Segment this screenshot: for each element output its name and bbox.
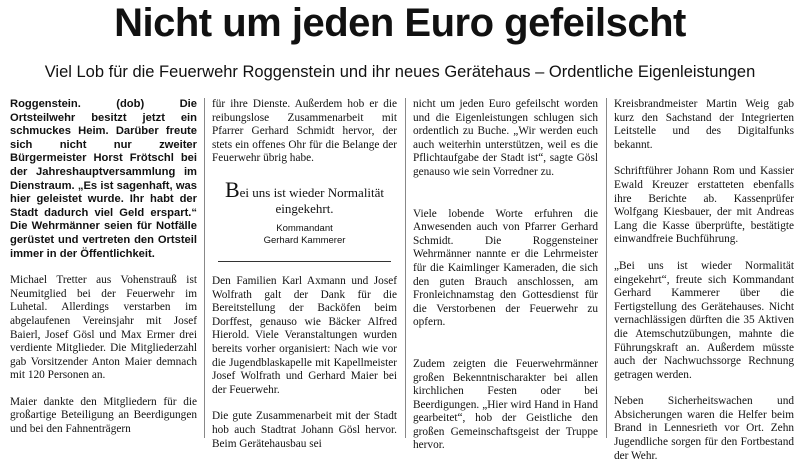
- headline: Nicht um jeden Euro gefeilscht: [114, 1, 686, 45]
- paragraph: Den Familien Karl Axmann und Josef Wolfrath galt der Dank für die Bereitstellung der Backöfen beim Dorffest, genauso wie Bäcker Alfred Hierold. Viele Veranstaltungen wurden bereits vorher organisiert: Nach wie vor die Jugendblaskapelle mit Kapellmeister Josef Wolfrath und Gerhard Maier bei der Feuerwehr.: [212, 274, 397, 396]
- column-1: [10, 98, 197, 438]
- column-2: [212, 98, 397, 450]
- paragraph: nicht um jeden Euro gefeilscht worden und die Eigenleistungen schlugen sich ordentlich zu Buche. „Wir werden euch auch weiterhin unterstützen, weil es die Pflichtaufgabe der Stadt ist“, sagte Gösl genauso wie sein Vorredner zu.: [413, 98, 598, 178]
- paragraph: Kreisbrandmeister Martin Weig gab kurz den Sachstand der Integrierten Leitstelle und des Digitalfunks bekannt.: [614, 98, 794, 151]
- subheadline: Viel Lob für die Feuerwehr Roggenstein und ihr neues Gerätehaus – Ordentliche Eigenleistungen: [44, 63, 756, 81]
- paragraph: Die gute Zusammenarbeit mit der Stadt hob auch Stadtrat Johann Gösl hervor. Beim Gerätehausbau sei: [212, 410, 397, 450]
- paragraph: „Bei uns ist wieder Normalität eingekehrt“, freute sich Kommandant Gerhard Kammerer über die Fertigstellung des Gerätehauses. Nicht vernachlässigen dürften die 35 Aktiven die Atemschutzübungen, mahnte die Führungskraft an. Außerdem müsste auch der Nachwuchssorge Rechnung getragen werden.: [614, 259, 794, 381]
- pull-quote-initial: B: [224, 176, 240, 202]
- paragraph: Schriftführer Johann Rom und Kassier Ewald Kreuzer erstatteten ebenfalls ihre Berichte ab. Kassenprüfer Wolfgang Kiesbauer, der mit Andreas Lang die Kasse überprüfte, bestätigte einwandfreie Buchführung.: [614, 165, 794, 246]
- paragraph: Maier dankte den Mitgliedern für die großartige Beteiligung an Beerdigungen und bei den Fahnenträgern: [10, 395, 197, 436]
- pull-quote-name: Gerhard Kammerer: [263, 234, 346, 246]
- pull-quote-role: Kommandant: [276, 222, 333, 234]
- paragraph: für ihre Dienste. Außerdem hob er die reibungslose Zusammenarbeit mit Pfarrer Gerhard Schmidt hervor, der stets ein offenes Ohr für die Belange der Feuerwehr übrig habe.: [212, 98, 397, 165]
- lead-paragraph: Roggenstein. (dob) Die Ortsteilwehr besitzt jetzt ein schmuckes Heim. Darüber freute sich nicht nur zweiter Bürgermeister Horst Frötschl bei der Jahreshauptversammlung im Dienstraum. „Es ist sagenhaft, was hier geleistet wurde. Ihr habt der Stadt dadurch viel Geld erspart.“ Die Wehrmänner seien für Notfälle gerüstet und vertreten den Ortsteil immer in der Öffentlichkeit.: [10, 98, 197, 260]
- column-rule-3: [606, 98, 607, 438]
- pull-quote: [212, 176, 397, 262]
- pull-quote-body: ei uns ist wieder Normalität eingekehrt.: [239, 184, 385, 216]
- column-4: [614, 98, 794, 462]
- pull-quote-rule: [218, 261, 391, 262]
- pull-quote-text: [212, 176, 397, 217]
- column-3: [413, 98, 598, 452]
- paragraph: Viele lobende Worte erfuhren die Anwesenden auch von Pfarrer Gerhard Schmidt. Die Roggensteiner Wehrmänner nannte er die Lehrmeister für die Kaimlinger Kameraden, die sich den guten Brauch anschlossen, am Fronleichnamstag den Gottesdienst für die Verstorbenen der Feuerwehr zu opfern.: [413, 207, 598, 329]
- column-rule-2: [405, 98, 406, 438]
- paragraph: Neben Sicherheitswachen und Absicherungen waren die Helfer beim Brand in Lennesrieth vor Ort. Zehn Jugendliche sorgen für den Fortbestand der Wehr.: [614, 395, 794, 462]
- paragraph: Zudem zeigten die Feuerwehrmänner großen Bekenntnischarakter bei allen kirchlichen Festen oder bei Beerdigungen. „Hier wird Hand in Hand gearbeitet“, hob der Geistliche den großen Gemeinschaftsgeist der Truppe hervor.: [413, 357, 598, 452]
- column-rule-1: [204, 98, 205, 438]
- paragraph: Michael Tretter aus Vohenstrauß ist Neumitglied bei der Feuerwehr im Luhetal. Allerdings verstarben im abgelaufenen Vereinsjahr mit Josef Baierl, Josef Gösl und Max Ermer drei verdiente Mitglieder. Die Mitgliederzahl gab Vorsitzender Anton Maier demnach mit 120 Personen an.: [10, 274, 197, 382]
